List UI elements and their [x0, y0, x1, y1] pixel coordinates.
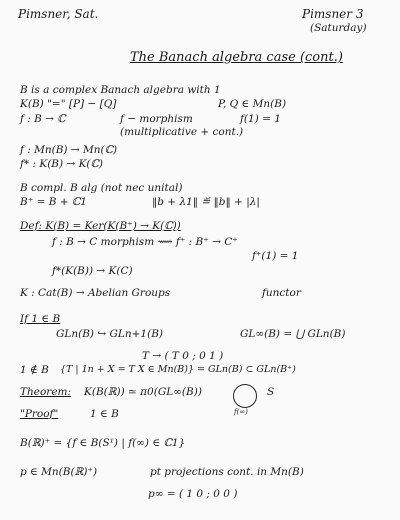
circle-label: f(∞)	[234, 408, 248, 416]
line-8a: B⁺ = B + ℂ1	[20, 196, 87, 208]
line-8b: ‖b + λ1‖ ≝ ‖b‖ + |λ|	[152, 196, 260, 208]
line-9: Def: K(B) = Ker(K(B⁺) → K(ℂ))	[20, 220, 181, 232]
line-14a: GLn(B) ↪ GLn+1(B)	[56, 328, 164, 340]
line-12a: K : Cat(B) → Abelian Groups	[20, 287, 171, 299]
line-15: T → ( T 0 ; 0 1 )	[142, 350, 224, 362]
line-17a: Theorem:	[20, 386, 72, 398]
line-21: p∞ = ( 1 0 ; 0 0 )	[148, 488, 238, 500]
line-18b: 1 ∈ B	[90, 408, 119, 420]
circle-sketch	[233, 384, 257, 408]
line-4: (multiplicative + cont.)	[120, 126, 244, 138]
circle-s-label: S	[267, 386, 275, 398]
line-16a: 1 ∉ B	[20, 364, 49, 376]
line-16b: {T | 1n + X = T X ∈ Mn(B)} = GLn(B) ⊂ GLn(B⁺)	[60, 364, 296, 375]
line-17b: K(B(ℝ)) ≃ π0(GL∞(B))	[84, 386, 202, 398]
header-left: Pimsner, Sat.	[18, 7, 99, 21]
header-right: Pimsner 3	[302, 7, 364, 21]
line-11: f*(K(B)) → K(C)	[52, 265, 133, 277]
line-14b: GL∞(B) = ⋃ GLn(B)	[240, 328, 346, 340]
line-7: B compl. B alg (not nec unital)	[20, 182, 183, 194]
header-day: (Saturday)	[310, 22, 367, 34]
line-3c: f(1) = 1	[240, 113, 281, 125]
line-20b: pt projections cont. in Mn(B)	[150, 466, 304, 478]
line-20a: p ∈ Mn(B(ℝ)⁺)	[20, 466, 98, 478]
line-3a: f : B → ℂ	[20, 113, 66, 125]
line-2a: K(B) "=" [P] − [Q]	[20, 98, 117, 110]
line-10b: f⁺(1) = 1	[252, 250, 299, 262]
line-1: B is a complex Banach algebra with 1	[20, 84, 221, 96]
line-10a: f : B → C morphism ⟿ f⁺ : B⁺ → C⁺	[52, 236, 238, 248]
line-13: If 1 ∈ B	[20, 313, 61, 325]
line-2b: P, Q ∈ Mn(B)	[218, 98, 287, 110]
line-5: f : Mn(B) → Mn(ℂ)	[20, 144, 118, 156]
line-12b: functor	[262, 287, 301, 299]
line-3b: f − morphism	[120, 113, 193, 125]
line-19: B(ℝ)⁺ = {f ∈ B(S¹) | f(∞) ∈ ℂ1}	[20, 437, 186, 449]
line-6: f* : K(B) → K(ℂ)	[20, 158, 103, 170]
page-title: The Banach algebra case (cont.)	[130, 50, 343, 65]
line-18a: "Proof"	[20, 408, 59, 420]
